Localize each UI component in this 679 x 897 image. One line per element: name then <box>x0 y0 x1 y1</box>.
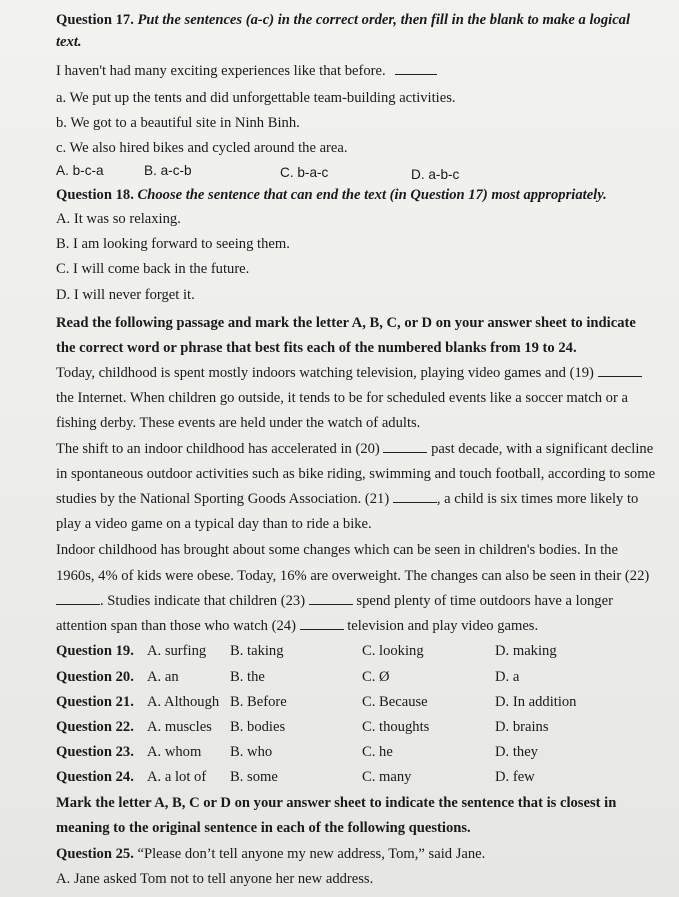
q24-option-b[interactable]: B. some <box>230 769 278 785</box>
passage-line-10 <box>56 592 613 610</box>
q19-option-d[interactable]: D. making <box>495 643 557 659</box>
q18-option-d[interactable]: D. I will never forget it. <box>56 287 195 303</box>
passage-line-1 <box>56 364 642 382</box>
q23-option-d[interactable]: D. they <box>495 744 538 760</box>
q22-option-b[interactable]: B. bodies <box>230 719 286 735</box>
q17-prompt-cont: text. <box>56 34 82 50</box>
passage-instruction-2: the correct word or phrase that best fits each of the numbered blanks from 19 to 24. <box>56 340 577 356</box>
passage-text: The shift to an indoor childhood has accelerated in (20) <box>56 441 380 457</box>
q25-number: Question 25. <box>56 846 134 862</box>
q25-text: “Please don’t tell anyone my new address, Tom,” said Jane. <box>137 846 486 862</box>
q19-option-b[interactable]: B. taking <box>230 643 284 659</box>
passage-line-4 <box>56 440 653 458</box>
passage-text: attention span than those who watch (24) <box>56 618 296 634</box>
passage-text: past decade, with a significant decline <box>431 441 654 457</box>
q20-option-a[interactable]: A. an <box>147 669 179 685</box>
passage-text: television and play video games. <box>347 618 539 634</box>
q17-intro <box>56 62 437 80</box>
q17-prompt: Put the sentences (a-c) in the correct order, then fill in the blank to make a logical <box>137 12 631 28</box>
q23-option-a[interactable]: A. whom <box>147 744 202 760</box>
blank-21 <box>393 490 437 503</box>
q17-sentence-a: a. We put up the tents and did unforgettable team-building activities. <box>56 90 456 106</box>
blank-23 <box>309 592 353 605</box>
q17-option-b[interactable]: B. a-c-b <box>144 163 192 178</box>
q20-option-c[interactable]: C. Ø <box>362 669 390 685</box>
q23-number: Question 23. <box>56 744 134 760</box>
passage-line-5: in spontaneous outdoor activities such as bike riding, swimming and touch football, according to some <box>56 466 656 482</box>
closest-instruction-1: Mark the letter A, B, C or D on your answer sheet to indicate the sentence that is closest in <box>56 795 617 811</box>
q20-option-b[interactable]: B. the <box>230 669 265 685</box>
passage-line-6 <box>56 490 638 508</box>
q22-option-d[interactable]: D. brains <box>495 719 549 735</box>
q17-option-d[interactable]: D. a-b-c <box>411 167 460 182</box>
q20-number: Question 20. <box>56 669 134 685</box>
q17-answer-blank <box>395 62 437 75</box>
q25-heading <box>56 845 485 863</box>
q22-option-c[interactable]: C. thoughts <box>362 719 430 735</box>
q21-number: Question 21. <box>56 694 134 710</box>
q24-option-a[interactable]: A. a lot of <box>147 769 207 785</box>
passage-line-9: 1960s, 4% of kids were obese. Today, 16% are overweight. The changes can also be seen in their (22) <box>56 568 650 584</box>
q18-prompt: Choose the sentence that can end the text (in Question 17) most appropriately. <box>137 187 607 203</box>
passage-text: studies by the National Sporting Goods Association. (21) <box>56 491 390 507</box>
q21-option-c[interactable]: C. Because <box>362 694 428 710</box>
passage-text: Today, childhood is spent mostly indoors watching television, playing video games and (19) <box>56 365 594 381</box>
closest-instruction-2: meaning to the original sentence in each of the following questions. <box>56 820 471 836</box>
q17-intro-text: I haven't had many exciting experiences like that before. <box>56 63 386 79</box>
q17-sentence-c: c. We also hired bikes and cycled around the area. <box>56 140 348 156</box>
q21-option-a[interactable]: A. Although <box>147 694 220 710</box>
passage-text: . Studies indicate that children (23) <box>100 593 306 609</box>
q24-number: Question 24. <box>56 769 134 785</box>
q17-option-a[interactable]: A. b-c-a <box>56 163 104 178</box>
passage-line-2: the Internet. When children go outside, it tends to be for scheduled events like a soccer match or a <box>56 390 628 406</box>
passage-line-11 <box>56 617 538 635</box>
blank-19 <box>598 364 642 377</box>
q23-option-c[interactable]: C. he <box>362 744 393 760</box>
q25-option-a[interactable]: A. Jane asked Tom not to tell anyone her new address. <box>56 871 374 887</box>
q17-option-c[interactable]: C. b-a-c <box>280 165 329 180</box>
q18-option-a[interactable]: A. It was so relaxing. <box>56 211 181 227</box>
q17-heading <box>56 11 630 29</box>
passage-text: spend plenty of time outdoors have a longer <box>356 593 613 609</box>
q18-option-b[interactable]: B. I am looking forward to seeing them. <box>56 236 290 252</box>
blank-24 <box>300 617 344 630</box>
blank-22 <box>56 592 100 605</box>
q24-option-d[interactable]: D. few <box>495 769 535 785</box>
q23-option-b[interactable]: B. who <box>230 744 273 760</box>
q19-number: Question 19. <box>56 643 134 659</box>
q19-option-c[interactable]: C. looking <box>362 643 424 659</box>
q20-option-d[interactable]: D. a <box>495 669 520 685</box>
passage-text: , a child is six times more likely to <box>436 491 639 507</box>
passage-instruction-1: Read the following passage and mark the letter A, B, C, or D on your answer sheet to indicate <box>56 315 636 331</box>
q22-number: Question 22. <box>56 719 134 735</box>
passage-line-7: play a video game on a typical day than to ride a bike. <box>56 516 372 532</box>
q17-number: Question 17. <box>56 12 134 28</box>
q19-option-a[interactable]: A. surfing <box>147 643 207 659</box>
q22-option-a[interactable]: A. muscles <box>147 719 212 735</box>
q21-option-b[interactable]: B. Before <box>230 694 287 710</box>
passage-line-3: fishing derby. These events are held under the watch of adults. <box>56 415 421 431</box>
blank-20 <box>383 440 427 453</box>
q18-option-c[interactable]: C. I will come back in the future. <box>56 261 250 277</box>
q21-option-d[interactable]: D. In addition <box>495 694 577 710</box>
q18-heading <box>56 186 607 204</box>
q18-number: Question 18. <box>56 187 134 203</box>
q17-sentence-b: b. We got to a beautiful site in Ninh Binh. <box>56 115 300 131</box>
passage-line-8: Indoor childhood has brought about some changes which can be seen in children's bodies. In the <box>56 542 618 558</box>
q24-option-c[interactable]: C. many <box>362 769 412 785</box>
